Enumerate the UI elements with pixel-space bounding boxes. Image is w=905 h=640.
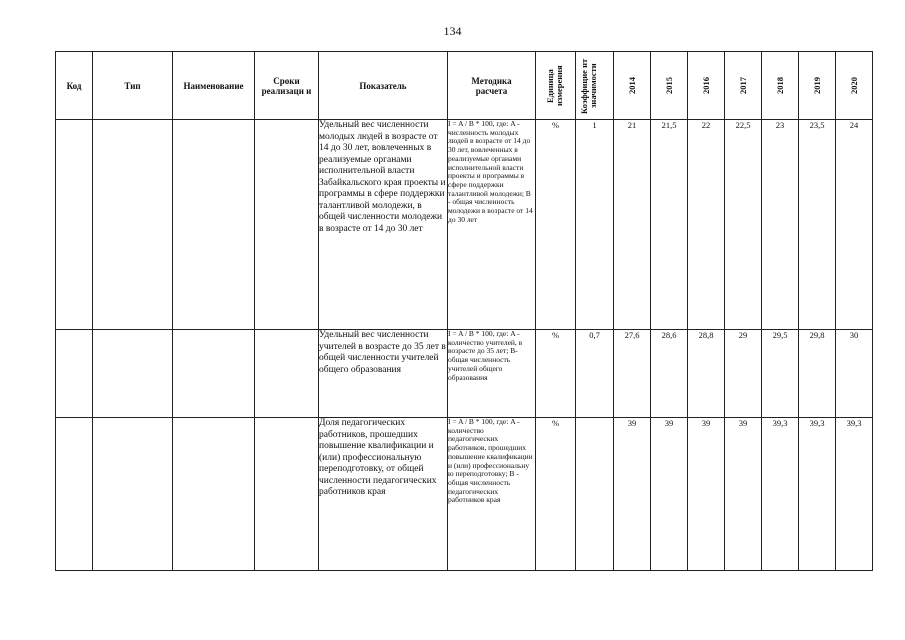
cell-value: 27,6 — [614, 330, 651, 418]
cell-value: 39 — [614, 418, 651, 571]
header-naimenovanie: Наименование — [173, 52, 255, 120]
header-year-text: 2014 — [626, 77, 637, 94]
cell-value: 29,5 — [762, 330, 799, 418]
header-edinica-text: Единица измерения — [544, 65, 564, 106]
cell-tip — [93, 120, 173, 330]
cell-value: 23 — [762, 120, 799, 330]
header-metodika: Методика расчета — [448, 52, 536, 120]
header-year — [688, 52, 725, 120]
header-year-text: 2017 — [737, 77, 748, 94]
table-row — [56, 418, 873, 571]
cell-method: I = A / B * 100, где: A - численность молодых людей в возрасте от 14 до 30 лет, вовлеченных в реализуемые органами исполнительной власти проекты и программы в сфере поддержки талантливой молодежи; B - общая численность молодежи в возрасте от 14 до 30 лет — [448, 120, 536, 330]
cell-sroki — [255, 330, 319, 418]
cell-kod — [56, 330, 93, 418]
header-year-text: 2016 — [700, 77, 711, 94]
cell-indicator: Удельный вес численности молодых людей в возрасте от 14 до 30 лет, вовлеченных в реализуемые органами исполнительной власти Забайкальского края проекты и программы в сфере поддержки талантливой молодежи, в общей численности молодежи в возрасте от 14 до 30 лет — [319, 120, 448, 330]
header-kod: Код — [56, 52, 93, 120]
cell-coef — [576, 418, 614, 571]
cell-value: 21 — [614, 120, 651, 330]
header-year-text: 2020 — [848, 77, 859, 94]
cell-value: 28,8 — [688, 330, 725, 418]
header-koeff-text: Коэффицие нт значимости — [578, 57, 598, 114]
header-year-text: 2018 — [774, 77, 785, 94]
cell-tip — [93, 330, 173, 418]
header-pokazatel: Показатель — [319, 52, 448, 120]
cell-naimenovanie — [173, 330, 255, 418]
table-header-row — [56, 52, 873, 120]
cell-sroki — [255, 120, 319, 330]
cell-value: 29 — [725, 330, 762, 418]
header-year — [762, 52, 799, 120]
cell-value: 39,3 — [762, 418, 799, 571]
cell-value: 39 — [725, 418, 762, 571]
header-year — [799, 52, 836, 120]
header-year — [614, 52, 651, 120]
cell-unit: % — [536, 418, 576, 571]
indicators-table — [55, 51, 873, 571]
cell-value: 39,3 — [799, 418, 836, 571]
table-row — [56, 120, 873, 330]
cell-tip — [93, 418, 173, 571]
cell-unit: % — [536, 330, 576, 418]
cell-value: 21,5 — [651, 120, 688, 330]
header-edinica — [536, 52, 576, 120]
header-tip: Тип — [93, 52, 173, 120]
cell-value: 22,5 — [725, 120, 762, 330]
cell-value: 39 — [688, 418, 725, 571]
cell-value: 28,6 — [651, 330, 688, 418]
cell-kod — [56, 418, 93, 571]
table-row — [56, 330, 873, 418]
cell-naimenovanie — [173, 120, 255, 330]
cell-kod — [56, 120, 93, 330]
header-year-text: 2015 — [663, 77, 674, 94]
cell-indicator: Удельный вес численности учителей в возрасте до 35 лет в общей численности учителей общего образования — [319, 330, 448, 418]
cell-unit: % — [536, 120, 576, 330]
header-year — [651, 52, 688, 120]
page-number: 134 — [443, 24, 462, 38]
header-year — [836, 52, 873, 120]
cell-value: 22 — [688, 120, 725, 330]
header-koeff — [576, 52, 614, 120]
header-sroki: Сроки реализаци и — [255, 52, 319, 120]
cell-naimenovanie — [173, 418, 255, 571]
header-year — [725, 52, 762, 120]
cell-coef: 1 — [576, 120, 614, 330]
cell-indicator: Доля педагогических работников, прошедших повышение квалификации и (или) профессиональную переподготовку, от общей численности педагогических работников края — [319, 418, 448, 571]
cell-value: 24 — [836, 120, 873, 330]
cell-sroki — [255, 418, 319, 571]
cell-value: 39,3 — [836, 418, 873, 571]
cell-value: 23,5 — [799, 120, 836, 330]
header-year-text: 2019 — [811, 77, 822, 94]
cell-value: 39 — [651, 418, 688, 571]
cell-method: I = A / B * 100, где: A - количество учителей, в возрасте до 35 лет; B- общая численность учителей общего образования — [448, 330, 536, 418]
cell-value: 30 — [836, 330, 873, 418]
cell-coef: 0,7 — [576, 330, 614, 418]
cell-method: I = A / B * 100, где: A - количество педагогических работников, прошедших повышение квалификации и (или) профессиональну ю переподготовку; B - общая численность педагогических работников края — [448, 418, 536, 571]
cell-value: 29,8 — [799, 330, 836, 418]
